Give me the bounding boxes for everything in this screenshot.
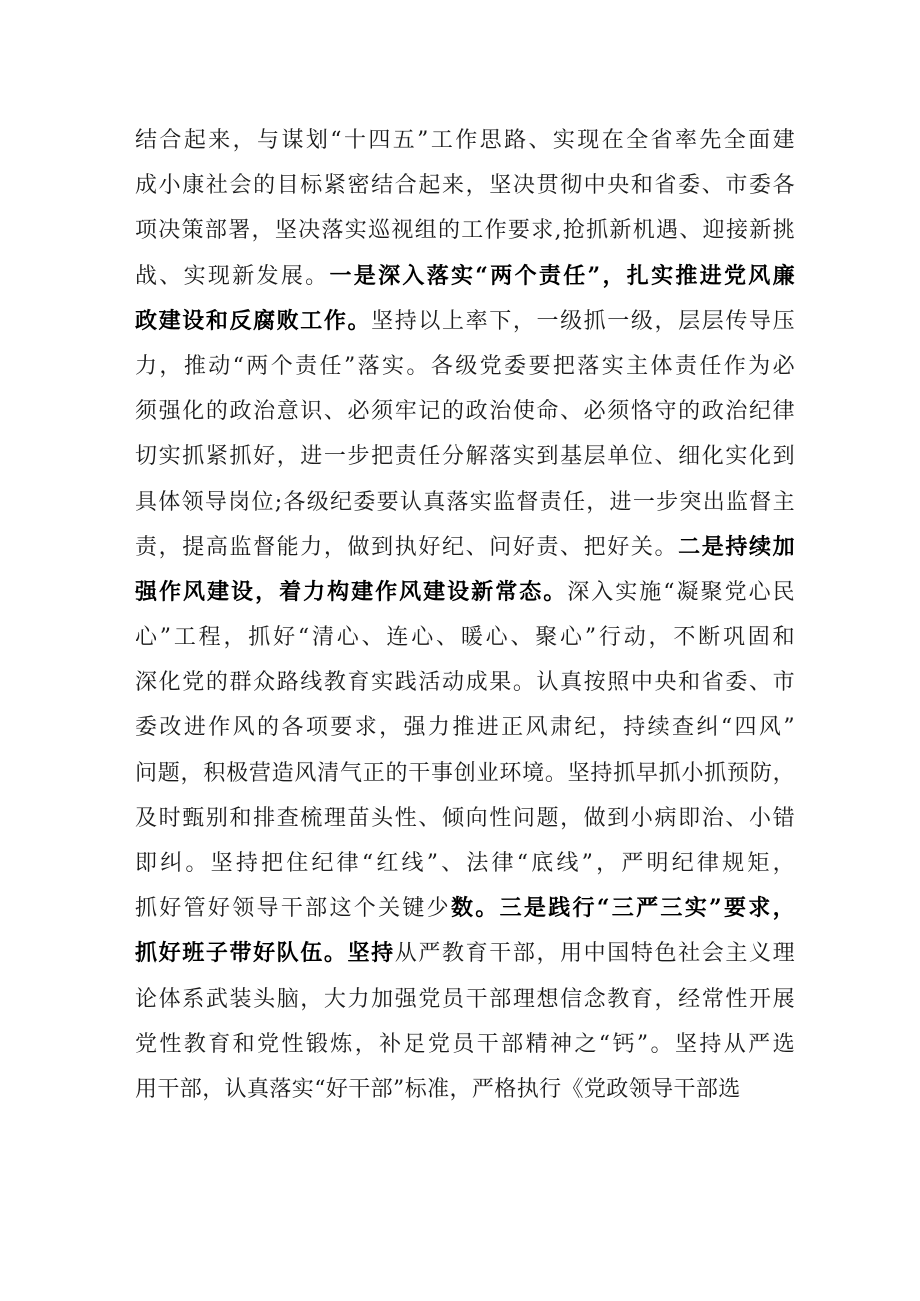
text-run: 委改进作风的各项要求，强力推进正风肃纪，持续查纠“四风” [135, 715, 795, 741]
text-line [135, 118, 795, 163]
bold-text-run: 强作风建设，着力构建作风建设新常态。 [135, 578, 568, 605]
text-run: 用干部，认真落实“好干部”标准，严格执行《党政领导干部选 [135, 1076, 741, 1102]
text-run: 结合起来，与谋划“十四五”工作思路、实现在全省率先全面建 [135, 128, 795, 153]
text-line [135, 480, 795, 525]
text-run: 论体系武装头脑，大力加强党员干部理想信念教育，经常性开展 [135, 986, 795, 1012]
text-line [135, 389, 795, 434]
text-line [135, 299, 795, 344]
text-line [135, 841, 795, 886]
text-run: 成小康社会的目标紧密结合起来，坚决贯彻中央和省委、市委各 [135, 173, 795, 199]
text-line [135, 751, 795, 796]
text-line [135, 615, 795, 660]
body-paragraph [135, 118, 795, 1112]
text-run: 项决策部署，坚决落实巡视组的工作要求,抢抓新机遇、迎接新挑 [135, 218, 795, 244]
text-line [135, 660, 795, 705]
text-line [135, 1067, 795, 1112]
text-run: 战、实现新发展。 [135, 263, 330, 289]
text-line [135, 570, 795, 615]
text-line [135, 163, 795, 208]
text-run: 及时甄别和排查梳理苗头性、倾向性问题，做到小病即治、小错 [135, 805, 795, 831]
text-line [135, 344, 795, 389]
text-line [135, 254, 795, 299]
text-line [135, 525, 795, 570]
bold-text-run: 一是深入落实“两个责任”，扎实推进党风廉 [329, 262, 796, 289]
text-line [135, 886, 795, 931]
text-run: 力，推动“两个责任”落实。各级党委要把落实主体责任作为必 [135, 353, 795, 379]
text-run: 党性教育和党性锻炼，补足党员干部精神之“钙”。坚持从严选 [135, 1031, 795, 1057]
text-line [135, 796, 795, 841]
bold-text-run: 政建设和反腐败工作。 [135, 307, 372, 334]
bold-text-run: 数。三是践行“三严三实”要求， [451, 895, 796, 922]
text-run: 抓好管好领导干部这个关键少 [135, 896, 451, 922]
text-run: 心”工程，抓好“清心、连心、暖心、聚心”行动，不断巩固和 [135, 625, 795, 651]
text-run: 深入实施“凝聚党心民 [567, 579, 795, 605]
text-run: 从严教育干部，用中国特色社会主义理 [394, 941, 795, 967]
text-run: 坚持以上率下，一级抓一级，层层传导压 [371, 308, 795, 334]
text-line [135, 434, 795, 479]
text-line [135, 208, 795, 253]
text-line [135, 705, 795, 750]
text-run: 问题，积极营造风清气正的干事创业环境。坚持抓早抓小抓预防， [135, 760, 795, 786]
bold-text-run: 抓好班子带好队伍。坚持 [135, 940, 395, 967]
text-run: 深化党的群众路线教育实践活动成果。认真按照中央和省委、市 [135, 670, 795, 696]
text-run: 具体领导岗位;各级纪委要认真落实监督责任，进一步突出监督主 [135, 489, 795, 515]
text-line [135, 977, 795, 1022]
text-line [135, 931, 795, 976]
bold-text-run: 二是持续加 [678, 533, 795, 560]
text-run: 切实抓紧抓好，进一步把责任分解落实到基层单位、细化实化到 [135, 444, 795, 470]
text-run: 即纠。坚持把住纪律“红线”、法律“底线”，严明纪律规矩， [135, 851, 795, 876]
text-line [135, 1022, 795, 1067]
text-run: 责，提高监督能力，做到执好纪、问好责、把好关。 [135, 534, 679, 560]
text-run: 须强化的政治意识、必须牢记的政治使命、必须恪守的政治纪律 [135, 399, 795, 425]
